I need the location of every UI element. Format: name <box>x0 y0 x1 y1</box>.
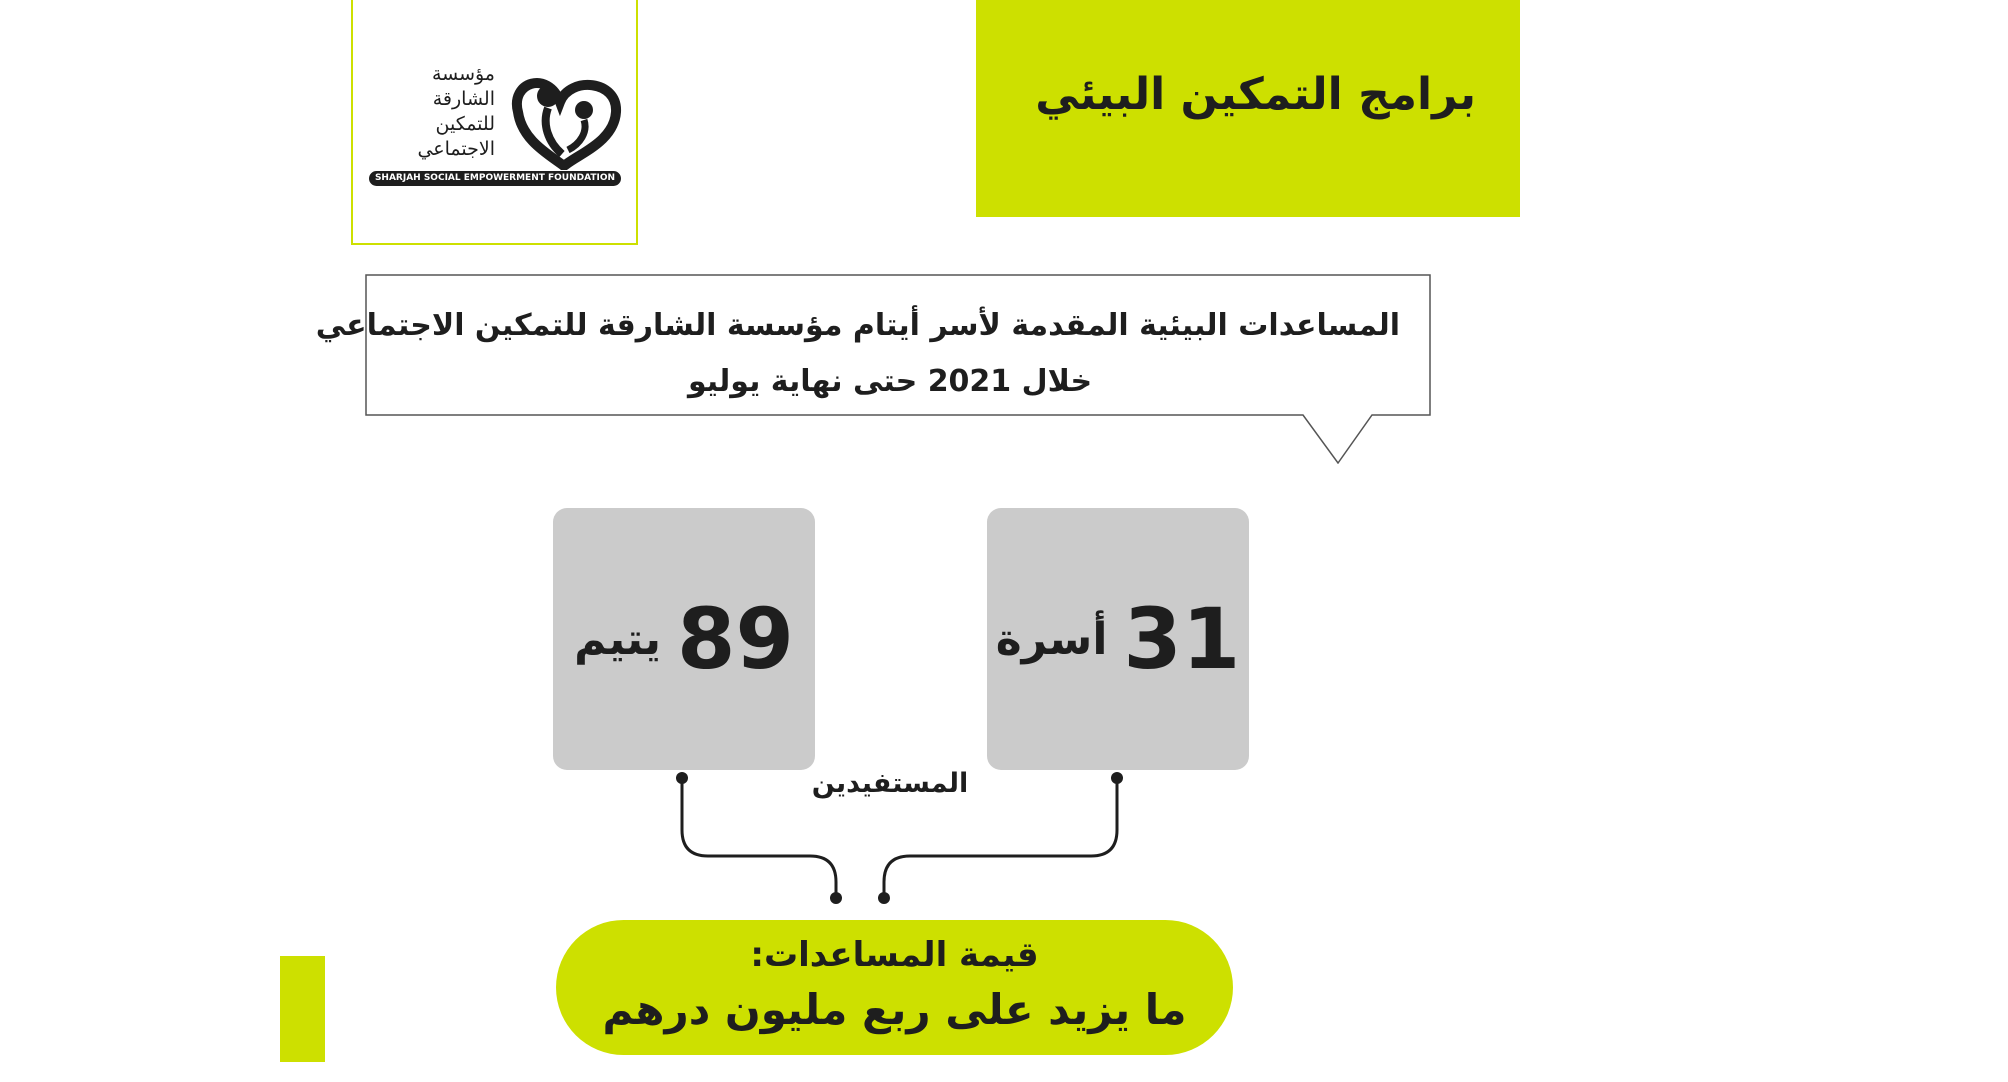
bubble-line-2: خلال 2021 حتى نهاية يوليو <box>687 364 1093 399</box>
logo-arabic-text <box>365 62 495 162</box>
logo-line-4: الاجتماعي <box>417 138 495 160</box>
logo-line-3: للتمكين <box>435 113 495 135</box>
beneficiaries-label: المستفيدين <box>811 768 969 799</box>
families-label: أسرة <box>995 613 1108 665</box>
families-count: 31 <box>1123 590 1241 688</box>
bubble-text <box>315 298 1400 410</box>
orphans-count: 89 <box>677 590 794 688</box>
page-title: برامج التمكين البيئي <box>1035 69 1476 120</box>
aid-value-amount: ما يزيد على ربع مليون درهم <box>602 985 1187 1034</box>
bubble-line-1: المساعدات البيئية المقدمة لأسر أيتام مؤسسة الشارقة للتمكين الاجتماعي <box>315 308 1400 343</box>
logo-english-text: SHARJAH SOCIAL EMPOWERMENT FOUNDATION <box>369 171 621 186</box>
accent-bar <box>280 956 325 1062</box>
heart-figures-icon <box>508 62 626 170</box>
logo-line-2: الشارقة <box>432 88 495 110</box>
connector-lines <box>660 760 1140 910</box>
families-stat-card <box>987 508 1249 770</box>
orphans-label: يتيم <box>574 613 662 665</box>
logo-line-1: مؤسسة <box>431 63 495 85</box>
orphans-stat-card <box>553 508 815 770</box>
aid-value-title: قيمة المساعدات: <box>750 935 1039 975</box>
